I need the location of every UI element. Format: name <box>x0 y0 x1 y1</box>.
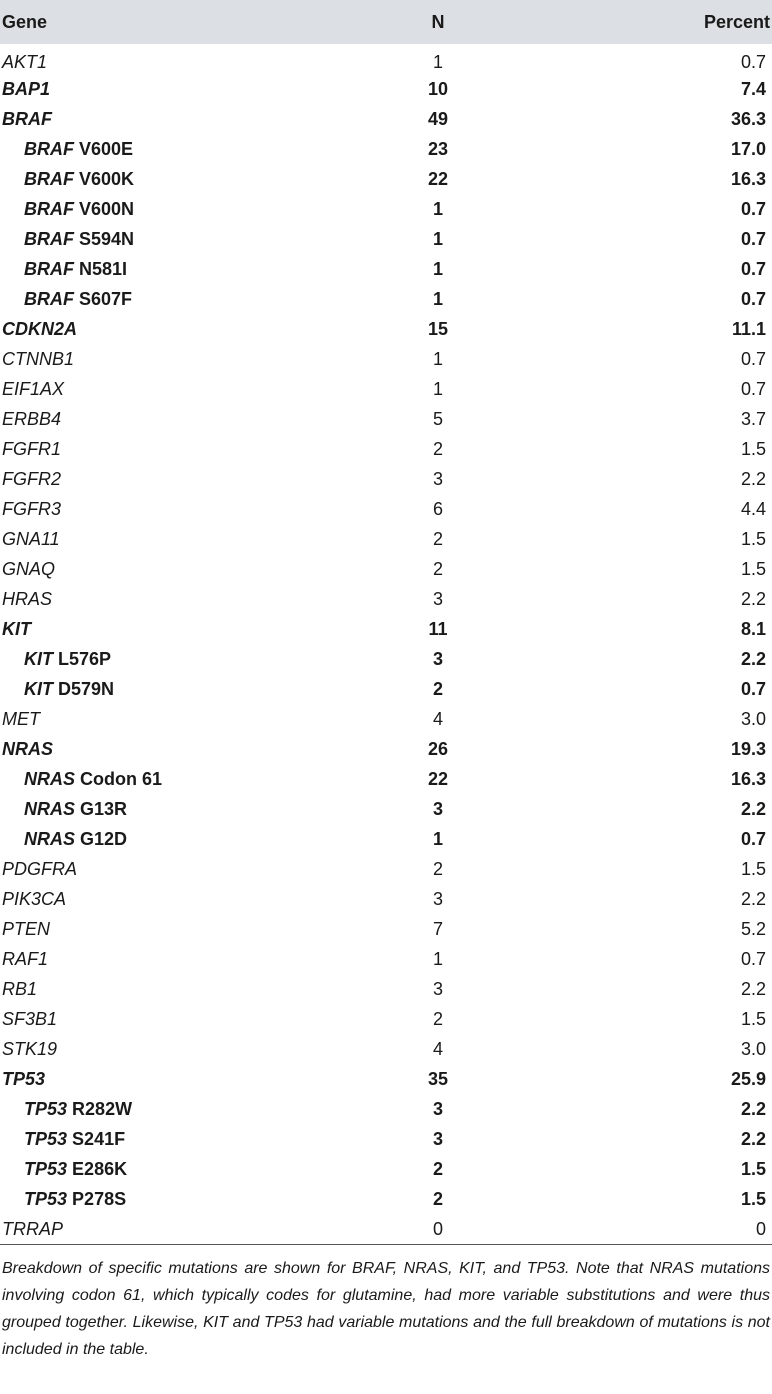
cell-percent: 3.0 <box>740 1038 766 1059</box>
cell-gene <box>0 164 300 194</box>
header-n: N <box>431 11 445 32</box>
table-row <box>0 224 772 254</box>
table-row <box>0 164 772 194</box>
cell-gene <box>0 494 300 524</box>
cell-n: 6 <box>432 498 443 519</box>
cell-n: 22 <box>427 168 449 189</box>
cell-percent: 7.4 <box>740 78 766 99</box>
cell-percent: 1.5 <box>740 858 766 879</box>
cell-n: 11 <box>428 618 448 639</box>
cell-gene <box>0 974 300 1004</box>
cell-gene <box>0 794 300 824</box>
table-row <box>0 1064 772 1094</box>
cell-percent: 2.2 <box>740 978 766 999</box>
table-row <box>0 404 772 434</box>
gene-name: STK19 <box>2 1038 58 1059</box>
cell-percent: 0.7 <box>740 678 766 699</box>
cell-gene <box>0 914 300 944</box>
table-row <box>0 134 772 164</box>
cell-percent: 11.1 <box>731 318 766 339</box>
cell-percent: 16.3 <box>730 168 766 189</box>
table-row <box>0 464 772 494</box>
gene-name: AKT1 <box>2 51 48 72</box>
table-row <box>0 374 772 404</box>
cell-percent: 3.0 <box>740 708 766 729</box>
cell-percent: 1.5 <box>740 438 766 459</box>
table-row <box>0 434 772 464</box>
cell-gene <box>0 134 300 164</box>
gene-variant: P278S <box>72 1188 127 1209</box>
gene-name: BAP1 <box>2 78 51 99</box>
cell-n: 2 <box>432 1158 443 1179</box>
table-row <box>0 344 772 374</box>
cell-percent: 0.7 <box>740 51 766 72</box>
table-row <box>0 314 772 344</box>
table-row <box>0 704 772 734</box>
cell-gene <box>0 1184 300 1214</box>
cell-percent: 36.3 <box>730 108 766 129</box>
cell-n: 2 <box>432 1008 443 1029</box>
gene-variant: Codon 61 <box>80 768 163 789</box>
table-row <box>0 734 772 764</box>
table-header <box>0 0 772 44</box>
cell-gene <box>0 1214 300 1244</box>
gene-name: RB1 <box>2 978 38 999</box>
table-row <box>0 1214 772 1244</box>
cell-gene <box>0 314 300 344</box>
cell-n: 0 <box>432 1218 443 1239</box>
cell-gene <box>0 644 300 674</box>
cell-n: 3 <box>432 648 443 669</box>
gene-variant: S241F <box>72 1128 126 1149</box>
gene-name: PDGFRA <box>2 858 78 879</box>
table-row <box>0 974 772 1004</box>
cell-n: 1 <box>432 378 443 399</box>
table-row <box>0 764 772 794</box>
cell-gene <box>0 284 300 314</box>
cell-gene <box>0 194 300 224</box>
table-row <box>0 1034 772 1064</box>
cell-n: 49 <box>427 108 449 129</box>
gene-variant: V600K <box>79 168 135 189</box>
header-gene: Gene <box>2 11 48 32</box>
cell-n: 2 <box>432 1188 443 1209</box>
gene-name: PTEN <box>2 918 51 939</box>
table-row <box>0 284 772 314</box>
cell-percent: 2.2 <box>740 648 766 669</box>
cell-n: 1 <box>432 348 443 369</box>
cell-gene <box>0 44 300 74</box>
cell-gene <box>0 1124 300 1154</box>
cell-percent: 8.1 <box>740 618 766 639</box>
cell-gene <box>0 74 300 104</box>
table-row <box>0 644 772 674</box>
cell-n: 22 <box>427 768 449 789</box>
gene-name: ERBB4 <box>2 408 62 429</box>
table-row <box>0 854 772 884</box>
cell-n: 5 <box>432 408 443 429</box>
cell-gene <box>0 824 300 854</box>
gene-variant: G12D <box>80 828 128 849</box>
cell-gene <box>0 404 300 434</box>
gene-name: BRAF <box>24 288 74 309</box>
table-row <box>0 944 772 974</box>
gene-name: CTNNB1 <box>2 348 75 369</box>
gene-name: TP53 <box>24 1188 68 1209</box>
header-percent: Percent <box>703 11 770 32</box>
cell-n: 10 <box>427 78 449 99</box>
table-row <box>0 194 772 224</box>
cell-gene <box>0 944 300 974</box>
cell-gene <box>0 884 300 914</box>
table-row <box>0 584 772 614</box>
cell-gene <box>0 344 300 374</box>
cell-gene <box>0 434 300 464</box>
cell-gene <box>0 674 300 704</box>
cell-n: 35 <box>427 1068 449 1089</box>
cell-n: 26 <box>427 738 449 759</box>
cell-percent: 2.2 <box>740 1128 766 1149</box>
gene-name: NRAS <box>24 768 76 789</box>
table-row <box>0 1184 772 1214</box>
cell-gene <box>0 104 300 134</box>
table-row <box>0 494 772 524</box>
cell-percent: 2.2 <box>740 1098 766 1119</box>
table-row <box>0 1124 772 1154</box>
cell-n: 1 <box>432 51 443 72</box>
gene-name: FGFR1 <box>2 438 62 459</box>
cell-percent: 0.7 <box>740 228 766 249</box>
cell-n: 1 <box>432 258 443 279</box>
cell-n: 3 <box>432 888 443 909</box>
gene-variant: V600E <box>79 138 134 159</box>
gene-name: SF3B1 <box>2 1008 58 1029</box>
cell-percent: 2.2 <box>740 798 766 819</box>
gene-name: GNA11 <box>2 528 60 549</box>
table-row <box>0 524 772 554</box>
cell-gene <box>0 584 300 614</box>
cell-n: 15 <box>427 318 449 339</box>
cell-gene <box>0 1154 300 1184</box>
cell-gene <box>0 524 300 554</box>
cell-n: 4 <box>432 708 443 729</box>
gene-name: EIF1AX <box>2 378 65 399</box>
cell-percent: 2.2 <box>740 468 766 489</box>
table-row <box>0 44 772 74</box>
cell-n: 3 <box>432 468 443 489</box>
gene-name: TRRAP <box>2 1218 64 1239</box>
gene-name: PIK3CA <box>2 888 67 909</box>
cell-n: 1 <box>432 198 443 219</box>
table-body <box>0 44 772 1244</box>
gene-name: BRAF <box>24 228 74 249</box>
gene-name: FGFR3 <box>2 498 62 519</box>
cell-n: 3 <box>432 1098 443 1119</box>
cell-percent: 0.7 <box>740 198 766 219</box>
table-row <box>0 554 772 584</box>
gene-variant: N581I <box>79 258 128 279</box>
gene-name: CDKN2A <box>2 318 78 339</box>
gene-name: KIT <box>24 648 53 669</box>
cell-n: 7 <box>432 918 443 939</box>
gene-variant: G13R <box>80 798 128 819</box>
cell-gene <box>0 854 300 884</box>
gene-name: TP53 <box>24 1158 68 1179</box>
gene-name: TP53 <box>2 1068 46 1089</box>
gene-variant: V600N <box>79 198 135 219</box>
cell-gene <box>0 464 300 494</box>
gene-name: NRAS <box>2 738 54 759</box>
gene-name: BRAF <box>24 258 74 279</box>
cell-percent: 3.7 <box>740 408 766 429</box>
table-row <box>0 794 772 824</box>
gene-variant: R282W <box>72 1098 133 1119</box>
cell-n: 23 <box>427 138 449 159</box>
table-row <box>0 104 772 134</box>
cell-gene <box>0 254 300 284</box>
gene-name: HRAS <box>2 588 53 609</box>
cell-n: 1 <box>432 288 443 309</box>
gene-variant: E286K <box>72 1158 128 1179</box>
gene-name: BRAF <box>24 198 74 219</box>
cell-n: 1 <box>432 228 443 249</box>
cell-n: 3 <box>432 588 443 609</box>
cell-percent: 0.7 <box>740 378 766 399</box>
table-row <box>0 254 772 284</box>
cell-n: 4 <box>432 1038 443 1059</box>
table-row <box>0 74 772 104</box>
gene-variant: D579N <box>58 678 115 699</box>
cell-percent: 0.7 <box>740 288 766 309</box>
cell-n: 2 <box>432 858 443 879</box>
cell-n: 1 <box>432 948 443 969</box>
cell-percent: 0.7 <box>740 948 766 969</box>
cell-n: 2 <box>432 438 443 459</box>
gene-name: BRAF <box>24 168 74 189</box>
cell-n: 3 <box>432 798 443 819</box>
gene-name: KIT <box>24 678 53 699</box>
cell-n: 2 <box>432 678 443 699</box>
gene-variant: S607F <box>79 288 133 309</box>
cell-percent: 2.2 <box>740 888 766 909</box>
gene-name: TP53 <box>24 1098 68 1119</box>
cell-percent: 1.5 <box>740 558 766 579</box>
cell-percent: 0.7 <box>740 828 766 849</box>
cell-percent: 0 <box>755 1218 766 1239</box>
gene-name: GNAQ <box>2 558 56 579</box>
cell-percent: 2.2 <box>740 588 766 609</box>
cell-gene <box>0 1064 300 1094</box>
gene-name: BRAF <box>24 138 74 159</box>
cell-gene <box>0 554 300 584</box>
cell-n: 2 <box>432 558 443 579</box>
cell-n: 2 <box>432 528 443 549</box>
table-row <box>0 824 772 854</box>
gene-name: FGFR2 <box>2 468 62 489</box>
table-footnote: Breakdown of specific mutations are shown for BRAF, NRAS, KIT, and TP53. Note that NRAS mutations involving codon 61, which typically codes for glutamine, had more variable substitutions and were thus grouped together. Likewise, KIT and TP53 had variable mutations and the full breakdown of mutations is not included in the table. <box>2 1260 770 1358</box>
table-row <box>0 674 772 704</box>
table-row <box>0 1094 772 1124</box>
cell-percent: 4.4 <box>740 498 766 519</box>
gene-name: TP53 <box>24 1128 68 1149</box>
table-row <box>0 614 772 644</box>
cell-gene <box>0 614 300 644</box>
gene-name: MET <box>2 708 40 729</box>
gene-name: NRAS <box>24 798 76 819</box>
table-row <box>0 914 772 944</box>
cell-gene <box>0 764 300 794</box>
gene-name: KIT <box>2 618 31 639</box>
cell-gene <box>0 1004 300 1034</box>
cell-gene <box>0 224 300 254</box>
cell-n: 1 <box>432 828 443 849</box>
cell-percent: 16.3 <box>730 768 766 789</box>
cell-percent: 5.2 <box>740 918 766 939</box>
cell-percent: 1.5 <box>740 1158 766 1179</box>
cell-gene <box>0 734 300 764</box>
cell-gene <box>0 1034 300 1064</box>
cell-n: 3 <box>432 978 443 999</box>
gene-name: RAF1 <box>2 948 49 969</box>
gene-variant: S594N <box>79 228 135 249</box>
cell-percent: 1.5 <box>740 528 766 549</box>
gene-name: NRAS <box>24 828 76 849</box>
gene-name: BRAF <box>2 108 52 129</box>
cell-percent: 1.5 <box>740 1188 766 1209</box>
cell-percent: 19.3 <box>730 738 766 759</box>
cell-percent: 1.5 <box>740 1008 766 1029</box>
header-row <box>0 0 772 44</box>
cell-percent: 25.9 <box>730 1068 766 1089</box>
cell-percent: 0.7 <box>740 348 766 369</box>
gene-variant: L576P <box>58 648 112 669</box>
cell-percent: 0.7 <box>740 258 766 279</box>
cell-gene <box>0 1094 300 1124</box>
cell-n: 3 <box>432 1128 443 1149</box>
table-row <box>0 1154 772 1184</box>
cell-percent: 17.0 <box>730 138 766 159</box>
cell-gene <box>0 704 300 734</box>
table-row <box>0 884 772 914</box>
cell-gene <box>0 374 300 404</box>
table-row <box>0 1004 772 1034</box>
